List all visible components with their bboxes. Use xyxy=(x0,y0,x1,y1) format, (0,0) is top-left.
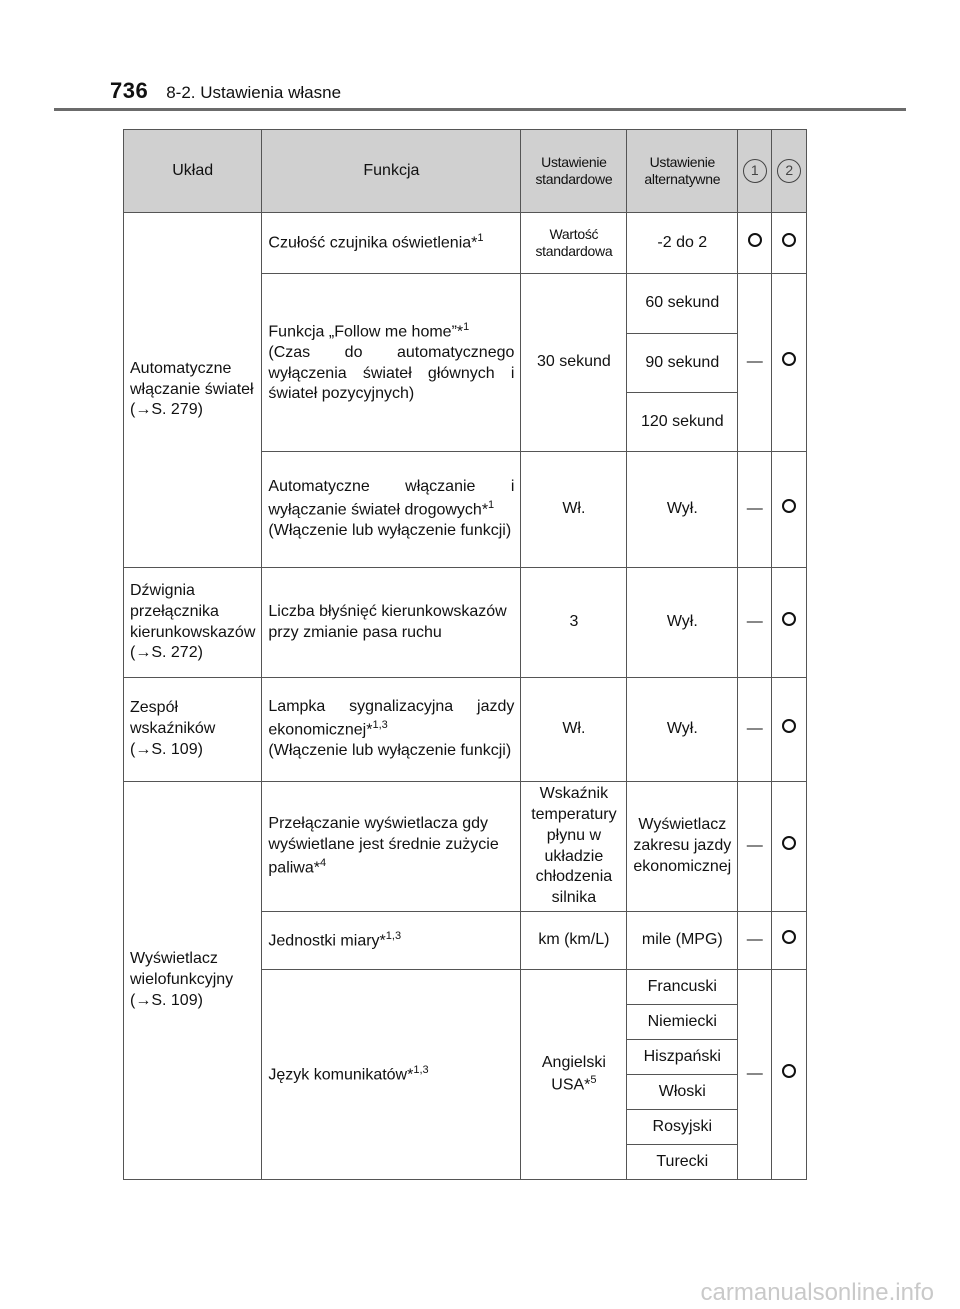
std-cell: km (km/L) xyxy=(521,912,627,970)
mark-cell xyxy=(772,452,807,568)
alt-cell: Hiszpański xyxy=(627,1040,738,1075)
circled-1-icon: 1 xyxy=(743,159,767,183)
circle-mark-icon xyxy=(782,719,796,733)
table-row xyxy=(124,568,807,678)
col-2 xyxy=(772,130,807,213)
mark-cell xyxy=(772,782,807,912)
std-cell: 3 xyxy=(521,568,627,678)
mark-cell xyxy=(772,970,807,1180)
header-rule xyxy=(54,108,906,111)
alt-cell: Wył. xyxy=(627,452,738,568)
circle-mark-icon xyxy=(782,612,796,626)
alt-cell: Wył. xyxy=(627,678,738,782)
settings-table xyxy=(123,129,807,1180)
std-cell: 30 sekund xyxy=(521,274,627,452)
mark-cell xyxy=(738,213,772,274)
std-cell: Wartość standardowa xyxy=(521,213,627,274)
page-header xyxy=(110,78,341,108)
section-title: 8-2. Ustawienia własne xyxy=(166,83,342,102)
funkcja-cell: Jednostki miary*$^{1,3}$ xyxy=(262,912,521,970)
table-row xyxy=(124,213,807,274)
alt-cell: Turecki xyxy=(627,1145,738,1180)
alt-cell: Wyświetlacz zakresu jazdy ekonomicznej xyxy=(627,782,738,912)
circle-mark-icon xyxy=(782,233,796,247)
alt-cell: mile (MPG) xyxy=(627,912,738,970)
alt-cell: Wył. xyxy=(627,568,738,678)
alt-cell: Francuski xyxy=(627,970,738,1005)
col-ustawienie-standardowe: Ustawienie standardowe xyxy=(521,130,627,213)
dash-cell: — xyxy=(738,568,772,678)
std-cell: Angielski USA*$^5$ xyxy=(521,970,627,1180)
funkcja-cell: Czułość czujnika oświetlenia*$^1$ xyxy=(262,213,521,274)
circle-mark-icon xyxy=(782,352,796,366)
uklad-cell: Zespół wskaźników (→S. 109) xyxy=(124,678,262,782)
mark-cell xyxy=(772,274,807,452)
funkcja-cell: Przełączanie wyświetlacza gdy wyświetlane jest średnie zużycie paliwa*$^4$ xyxy=(262,782,521,912)
alt-cell: 90 sekund xyxy=(627,334,738,393)
alt-cell: Włoski xyxy=(627,1075,738,1110)
funkcja-cell: Funkcja „Follow me home”*$^1$ (Czas do automatycznego wyłączenia świateł głównych i świateł pozycyjnych) xyxy=(262,274,521,452)
funkcja-cell: Język komunikatów*$^{1,3}$ xyxy=(262,970,521,1180)
alt-cell: Niemiecki xyxy=(627,1005,738,1040)
mark-cell xyxy=(772,912,807,970)
dash-cell: — xyxy=(738,274,772,452)
table-row xyxy=(124,678,807,782)
dash-cell: — xyxy=(738,912,772,970)
page-number: 736 xyxy=(110,78,149,103)
uklad-cell: Automatyczne włączanie świateł (→S. 279) xyxy=(124,213,262,568)
watermark: carmanualsonline.info xyxy=(700,1279,934,1306)
std-cell: Wskaźnik temperatury płynu w układzie chłodzenia silnika xyxy=(521,782,627,912)
circle-mark-icon xyxy=(782,930,796,944)
circle-mark-icon xyxy=(748,233,762,247)
table-row xyxy=(124,782,807,912)
funkcja-cell: Liczba błyśnięć kierunkowskazów przy zmianie pasa ruchu xyxy=(262,568,521,678)
circle-mark-icon xyxy=(782,499,796,513)
funkcja-cell: Automatyczne włączanie i wyłączanie świateł drogowych*$^1$ (Włączenie lub wyłączenie funkcji) xyxy=(262,452,521,568)
col-ustawienie-alternatywne: Ustawienie alternatywne xyxy=(627,130,738,213)
circle-mark-icon xyxy=(782,1064,796,1078)
alt-cell: 60 sekund xyxy=(627,274,738,334)
uklad-cell: Wyświetlacz wielofunkcyjny (→S. 109) xyxy=(124,782,262,1180)
alt-cell: Rosyjski xyxy=(627,1110,738,1145)
col-1 xyxy=(738,130,772,213)
dash-cell: — xyxy=(738,782,772,912)
mark-cell xyxy=(772,568,807,678)
dash-cell: — xyxy=(738,678,772,782)
mark-cell xyxy=(772,213,807,274)
std-cell: Wł. xyxy=(521,678,627,782)
circled-2-icon: 2 xyxy=(777,159,801,183)
dash-cell: — xyxy=(738,452,772,568)
mark-cell xyxy=(772,678,807,782)
std-cell: Wł. xyxy=(521,452,627,568)
uklad-cell: Dźwignia przełącznika kierunkowskazów (→S. 272) xyxy=(124,568,262,678)
alt-cell: 120 sekund xyxy=(627,393,738,452)
alt-cell: -2 do 2 xyxy=(627,213,738,274)
col-uklad: Układ xyxy=(124,130,262,213)
col-funkcja: Funkcja xyxy=(262,130,521,213)
dash-cell: — xyxy=(738,970,772,1180)
table-header-row xyxy=(124,130,807,213)
funkcja-cell: Lampka sygnalizacyjna jazdy ekonomicznej*$^{1,3}$ (Włączenie lub wyłączenie funkcji) xyxy=(262,678,521,782)
circle-mark-icon xyxy=(782,836,796,850)
